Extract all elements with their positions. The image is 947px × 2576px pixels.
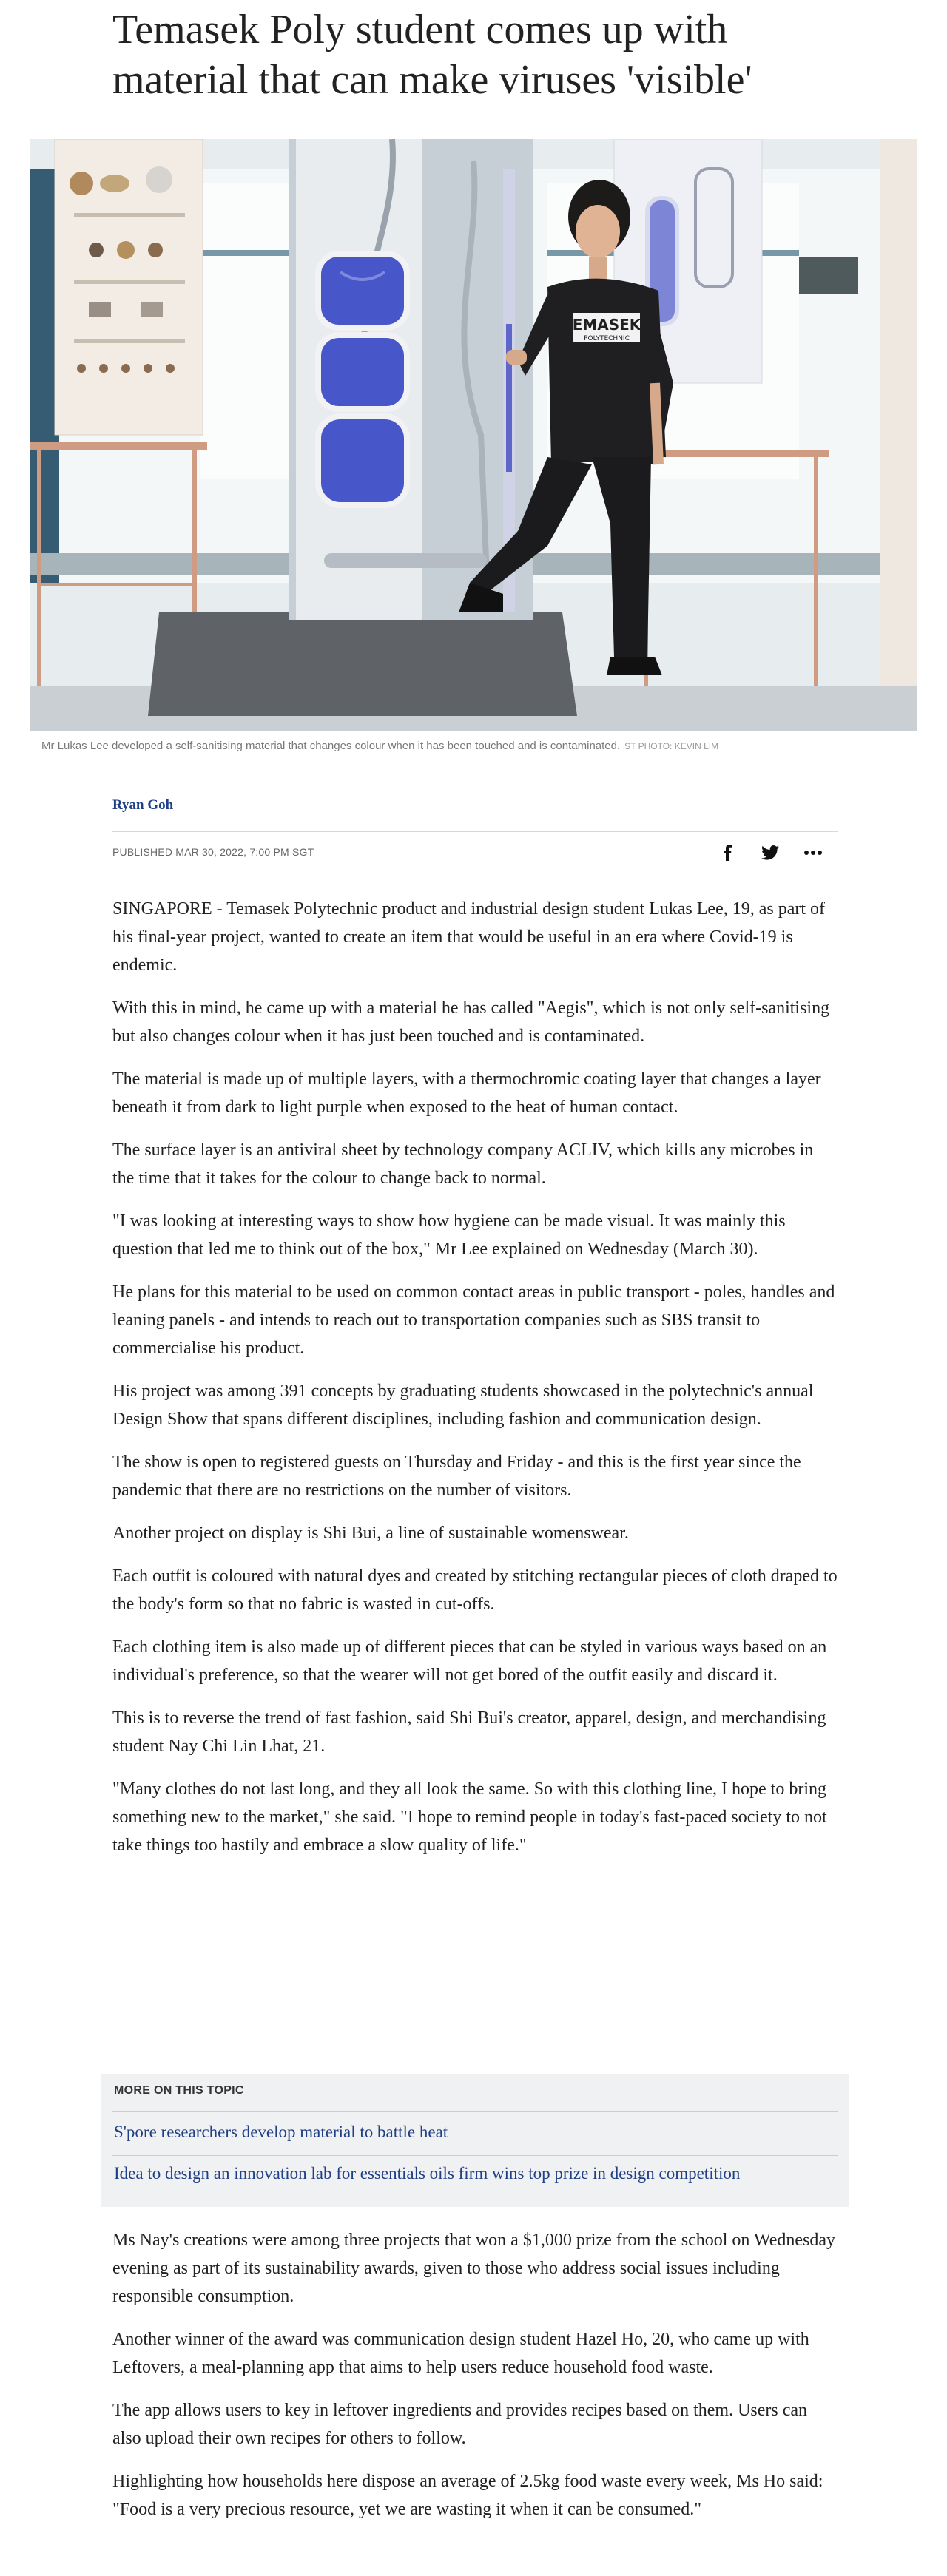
facebook-share-button[interactable] — [716, 842, 738, 864]
more-divider — [112, 2111, 838, 2112]
article-paragraph: Highlighting how households here dispose an average of 2.5kg food waste every week, Ms Ho said: "Food is a very precious resource, yet we are wasting it when it can be consumed." — [112, 2472, 823, 2519]
article-paragraph: He plans for this material to be used on common contact areas in public transport - poles, handles and leaning panels - and intends to reach out to transportation companies such as SBS transit to commercialise his product. — [112, 1282, 835, 1358]
article-paragraph: This is to reverse the trend of fast fashion, said Shi Bui's creator, apparel, design, and merchandising student Nay Chi Lin Lhat, 21. — [112, 1708, 826, 1756]
article-paragraph: Another project on display is Shi Bui, a line of sustainable womenswear. — [112, 1524, 629, 1543]
related-article-link[interactable]: Idea to design an innovation lab for essentials oils firm wins top prize in design competition — [114, 2164, 741, 2183]
more-icon — [803, 850, 823, 856]
article-paragraph: Another winner of the award was communication design student Hazel Ho, 20, who came up with Leftovers, a meal-planning app that aims to help users reduce household food waste. — [112, 2330, 809, 2377]
article-paragraph: The surface layer is an antiviral sheet by technology company ACLIV, which kills any microbes in the time that it takes for the colour to change back to normal. — [112, 1140, 814, 1188]
article-paragraph: The material is made up of multiple layers, with a thermochromic coating layer that changes a layer beneath it from dark to light purple when exposed to the heat of human contact. — [112, 1069, 821, 1117]
article-paragraph: Ms Nay's creations were among three projects that won a $1,000 prize from the school on Wednesday evening as part of its sustainability awards, given to those who address social issues including responsible consumption. — [112, 2231, 836, 2306]
article-headline: Temasek Poly student comes up with material that can make viruses 'visible' — [112, 7, 752, 103]
image-caption-text: Mr Lukas Lee developed a self-sanitising material that changes colour when it has been touched and is contaminated. — [41, 740, 621, 752]
article-body — [112, 895, 838, 1874]
article-paragraph: With this in mind, he came up with a material he has called "Aegis", which is not only self-sanitising but also changes colour when it has just been touched and is contaminated. — [112, 998, 830, 1046]
article-paragraph: Each clothing item is also made up of different pieces that can be styled in various ways based on an individual's preference, so that the wearer will not get bored of the outfit easily and discard it. — [112, 1637, 827, 1685]
more-on-this-topic-title: MORE ON THIS TOPIC — [114, 2084, 244, 2097]
facebook-icon — [722, 845, 732, 861]
published-date: PUBLISHED MAR 30, 2022, 7:00 PM SGT — [112, 846, 314, 858]
article-paragraph: Each outfit is coloured with natural dyes and created by stitching rectangular pieces of cloth draped to the body's form so that no fabric is wasted in cut-offs. — [112, 1566, 838, 1614]
article-paragraph: SINGAPORE - Temasek Polytechnic product and industrial design student Lukas Lee, 19, as part of his final-year project, wanted to create an item that would be useful in an era where Covid-19 is endemic. — [112, 899, 826, 975]
related-article-link[interactable]: S'pore researchers develop material to battle heat — [114, 2123, 448, 2141]
tshirt-print: EMASEK — [572, 316, 641, 334]
hero-photo — [30, 139, 917, 731]
article-paragraph: His project was among 391 concepts by graduating students showcased in the polytechnic's annual Design Show that spans different disciplines, including fashion and communication design. — [112, 1382, 814, 1429]
more-on-this-topic — [101, 2074, 849, 2207]
twitter-share-button[interactable] — [759, 842, 781, 864]
hero-photo-illustration — [30, 139, 917, 731]
author-link[interactable]: Ryan Goh — [112, 797, 174, 813]
tshirt-print-sub: POLYTECHNIC — [584, 335, 630, 342]
more-share-button[interactable] — [802, 842, 824, 864]
byline-divider — [112, 831, 838, 832]
image-credit: ST PHOTO: KEVIN LIM — [624, 741, 719, 751]
more-divider — [112, 2155, 838, 2156]
article-paragraph: The show is open to registered guests on Thursday and Friday - and this is the first year since the pandemic that there are no restrictions on the number of visitors. — [112, 1453, 801, 1500]
article-body-continued — [112, 2226, 838, 2538]
article-paragraph: "I was looking at interesting ways to show how hygiene can be made visual. It was mainly this question that led me to think out of the box," Mr Lee explained on Wednesday (March 30). — [112, 1211, 786, 1259]
twitter-icon — [761, 845, 779, 860]
image-caption — [41, 740, 914, 752]
article-paragraph: "Many clothes do not last long, and they all look the same. So with this clothing line, I hope to bring something new to the market," she said. "I hope to remind people in today's fast-paced society to not take things too hastily and embrace a slow quality of life." — [112, 1779, 827, 1855]
article-paragraph: The app allows users to key in leftover ingredients and provides recipes based on them. Users can also upload their own recipes for others to follow. — [112, 2401, 808, 2448]
